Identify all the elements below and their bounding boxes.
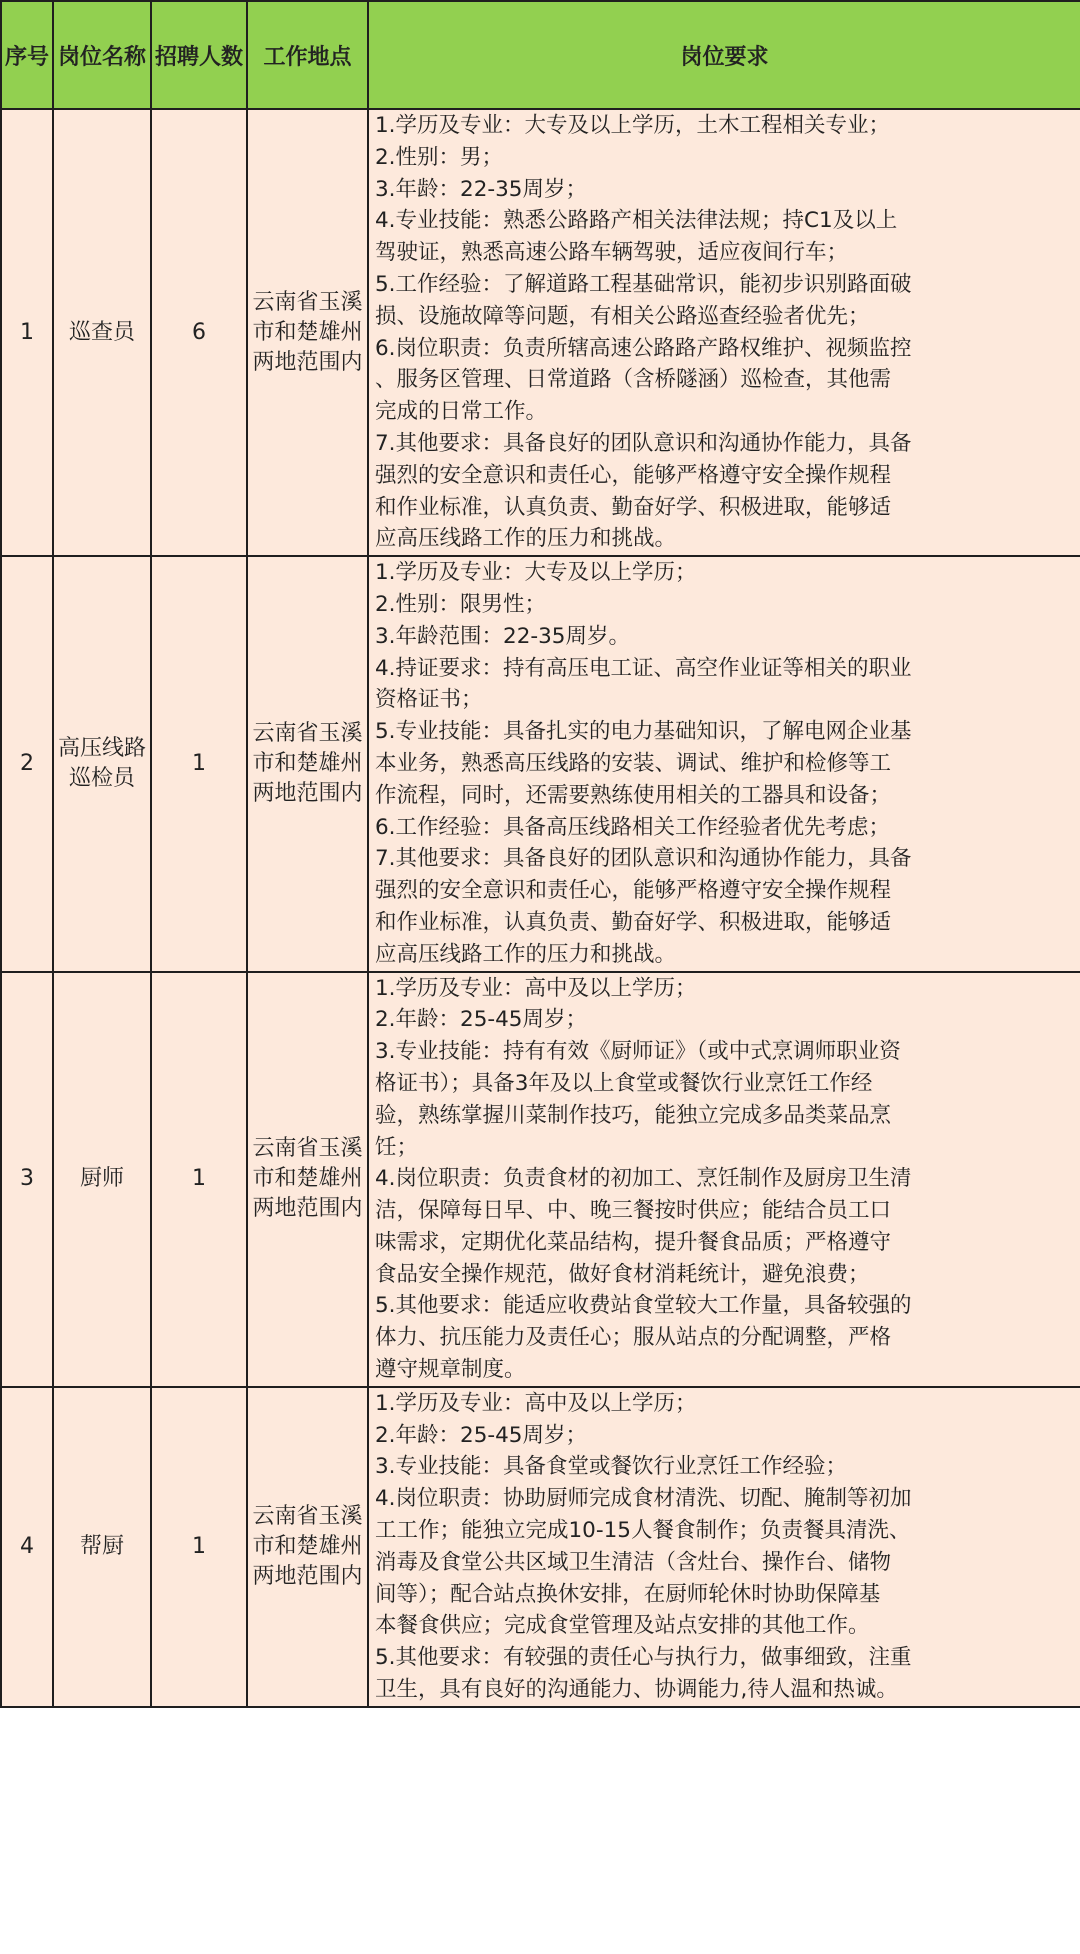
header-row: [1, 1, 1080, 109]
table-row: [1, 109, 1080, 556]
requirement-line: 完成的日常工作。: [375, 399, 548, 425]
cell-requirements: [368, 1387, 1080, 1707]
header-position: 岗位名称: [53, 1, 151, 109]
requirement-line: 体力、抗压能力及责任心；服从站点的分配调整，严格: [375, 1325, 892, 1351]
requirement-line: 强烈的安全意识和责任心，能够严格遵守安全操作规程: [375, 878, 892, 904]
requirement-line: 和作业标准，认真负责、勤奋好学、积极进取，能够适: [375, 494, 892, 520]
requirement-line: 6.岗位职责：负责所辖高速公路路产路权维护、视频监控: [375, 335, 912, 361]
requirement-line: 3.专业技能：持有有效《厨师证》（或中式烹调师职业资: [375, 1039, 901, 1065]
cell-location: 云南省玉溪市和楚雄州两地范围内: [247, 556, 368, 971]
table-row: [1, 972, 1080, 1387]
cell-location: 云南省玉溪市和楚雄州两地范围内: [247, 109, 368, 556]
requirement-line: 应高压线路工作的压力和挑战。: [375, 941, 677, 967]
header-no: 序号: [1, 1, 53, 109]
cell-no: 1: [1, 109, 53, 556]
cell-count: 1: [151, 556, 247, 971]
cell-location: 云南省玉溪市和楚雄州两地范围内: [247, 1387, 368, 1707]
requirement-line: 4.持证要求：持有高压电工证、高空作业证等相关的职业: [375, 655, 912, 681]
requirement-line: 作流程，同时，还需要熟练使用相关的工器具和设备；: [375, 782, 892, 808]
requirement-line: 7.其他要求：具备良好的团队意识和沟通协作能力，具备: [375, 430, 912, 456]
cell-no: 3: [1, 972, 53, 1387]
cell-count: 1: [151, 972, 247, 1387]
cell-requirements: [368, 556, 1080, 971]
requirement-line: 遵守规章制度。: [375, 1357, 526, 1383]
table-row: [1, 556, 1080, 971]
requirement-line: 间等）；配合站点换休安排，在厨师轮休时协助保障基: [375, 1581, 881, 1607]
requirement-line: 格证书）；具备3年及以上食堂或餐饮行业烹饪工作经: [375, 1070, 873, 1096]
cell-requirements: [368, 109, 1080, 556]
requirement-line: 7.其他要求：具备良好的团队意识和沟通协作能力，具备: [375, 846, 912, 872]
header-location: 工作地点: [247, 1, 368, 109]
requirement-line: 2.性别：限男性；: [375, 591, 547, 617]
cell-no: 2: [1, 556, 53, 971]
requirement-line: 味需求，定期优化菜品结构，提升餐食品质；严格遵守: [375, 1229, 892, 1255]
requirement-line: 5.工作经验：了解道路工程基础常识，能初步识别路面破: [375, 271, 912, 297]
requirement-line: 驾驶证，熟悉高速公路车辆驾驶，适应夜间行车；: [375, 240, 849, 266]
requirement-line: 2.年龄：25-45周岁；: [375, 1422, 587, 1448]
cell-location: 云南省玉溪市和楚雄州两地范围内: [247, 972, 368, 1387]
requirement-line: 4.岗位职责：协助厨师完成食材清洗、切配、腌制等初加: [375, 1486, 912, 1512]
requirement-line: 、服务区管理、日常道路（含桥隧涵）巡检查，其他需: [375, 367, 892, 393]
requirement-line: 饪；: [375, 1134, 419, 1160]
table-header: [1, 1, 1080, 109]
requirement-line: 消毒及食堂公共区域卫生清洁（含灶台、操作台、储物: [375, 1549, 892, 1575]
cell-position: 厨师: [53, 972, 151, 1387]
requirement-line: 2.性别：男；: [375, 144, 504, 170]
requirement-line: 5.其他要求：有较强的责任心与执行力，做事细致，注重: [375, 1645, 912, 1671]
requirement-line: 3.专业技能：具备食堂或餐饮行业烹饪工作经验；: [375, 1454, 848, 1480]
requirement-line: 洁，保障每日早、中、晚三餐按时供应；能结合员工口: [375, 1198, 892, 1224]
cell-count: 6: [151, 109, 247, 556]
table-body: [1, 109, 1080, 1707]
requirement-line: 应高压线路工作的压力和挑战。: [375, 526, 677, 552]
requirement-line: 和作业标准，认真负责、勤奋好学、积极进取，能够适: [375, 909, 892, 935]
cell-position: 巡查员: [53, 109, 151, 556]
requirement-line: 3.年龄范围：22-35周岁。: [375, 623, 630, 649]
requirement-line: 3.年龄：22-35周岁；: [375, 176, 587, 202]
cell-position: 高压线路巡检员: [53, 556, 151, 971]
requirement-line: 资格证书；: [375, 687, 483, 713]
cell-no: 4: [1, 1387, 53, 1707]
requirement-line: 2.年龄：25-45周岁；: [375, 1007, 587, 1033]
cell-count: 1: [151, 1387, 247, 1707]
requirement-line: 4.岗位职责：负责食材的初加工、烹饪制作及厨房卫生清: [375, 1166, 912, 1192]
requirement-line: 1.学历及专业：高中及以上学历；: [375, 1390, 697, 1416]
requirement-line: 强烈的安全意识和责任心，能够严格遵守安全操作规程: [375, 462, 892, 488]
header-requirements: 岗位要求: [368, 1, 1080, 109]
requirement-line: 食品安全操作规范，做好食材消耗统计，避免浪费；: [375, 1261, 870, 1287]
requirement-line: 6.工作经验：具备高压线路相关工作经验者优先考虑；: [375, 814, 891, 840]
table-row: [1, 1387, 1080, 1707]
requirement-line: 4.专业技能：熟悉公路路产相关法律法规；持C1及以上: [375, 208, 898, 234]
header-count: 招聘人数: [151, 1, 247, 109]
requirement-line: 1.学历及专业：高中及以上学历；: [375, 975, 697, 1001]
requirement-line: 本业务，熟悉高压线路的安装、调试、维护和检修等工: [375, 750, 892, 776]
requirement-line: 本餐食供应；完成食堂管理及站点安排的其他工作。: [375, 1613, 870, 1639]
requirement-line: 5.其他要求：能适应收费站食堂较大工作量，具备较强的: [375, 1293, 912, 1319]
requirement-line: 5.专业技能：具备扎实的电力基础知识，了解电网企业基: [375, 719, 912, 745]
cell-position: 帮厨: [53, 1387, 151, 1707]
requirement-line: 卫生，具有良好的沟通能力、协调能力,待人温和热诚。: [375, 1677, 898, 1703]
requirement-line: 工工作；能独立完成10-15人餐食制作；负责餐具清洗、: [375, 1518, 911, 1544]
cell-requirements: [368, 972, 1080, 1387]
requirement-line: 1.学历及专业：大专及以上学历；: [375, 560, 697, 586]
requirement-line: 损、设施故障等问题，有相关公路巡查经验者优先；: [375, 303, 870, 329]
requirement-line: 1.学历及专业：大专及以上学历，土木工程相关专业；: [375, 113, 891, 138]
requirement-line: 验，熟练掌握川菜制作技巧，能独立完成多品类菜品烹: [375, 1102, 892, 1128]
